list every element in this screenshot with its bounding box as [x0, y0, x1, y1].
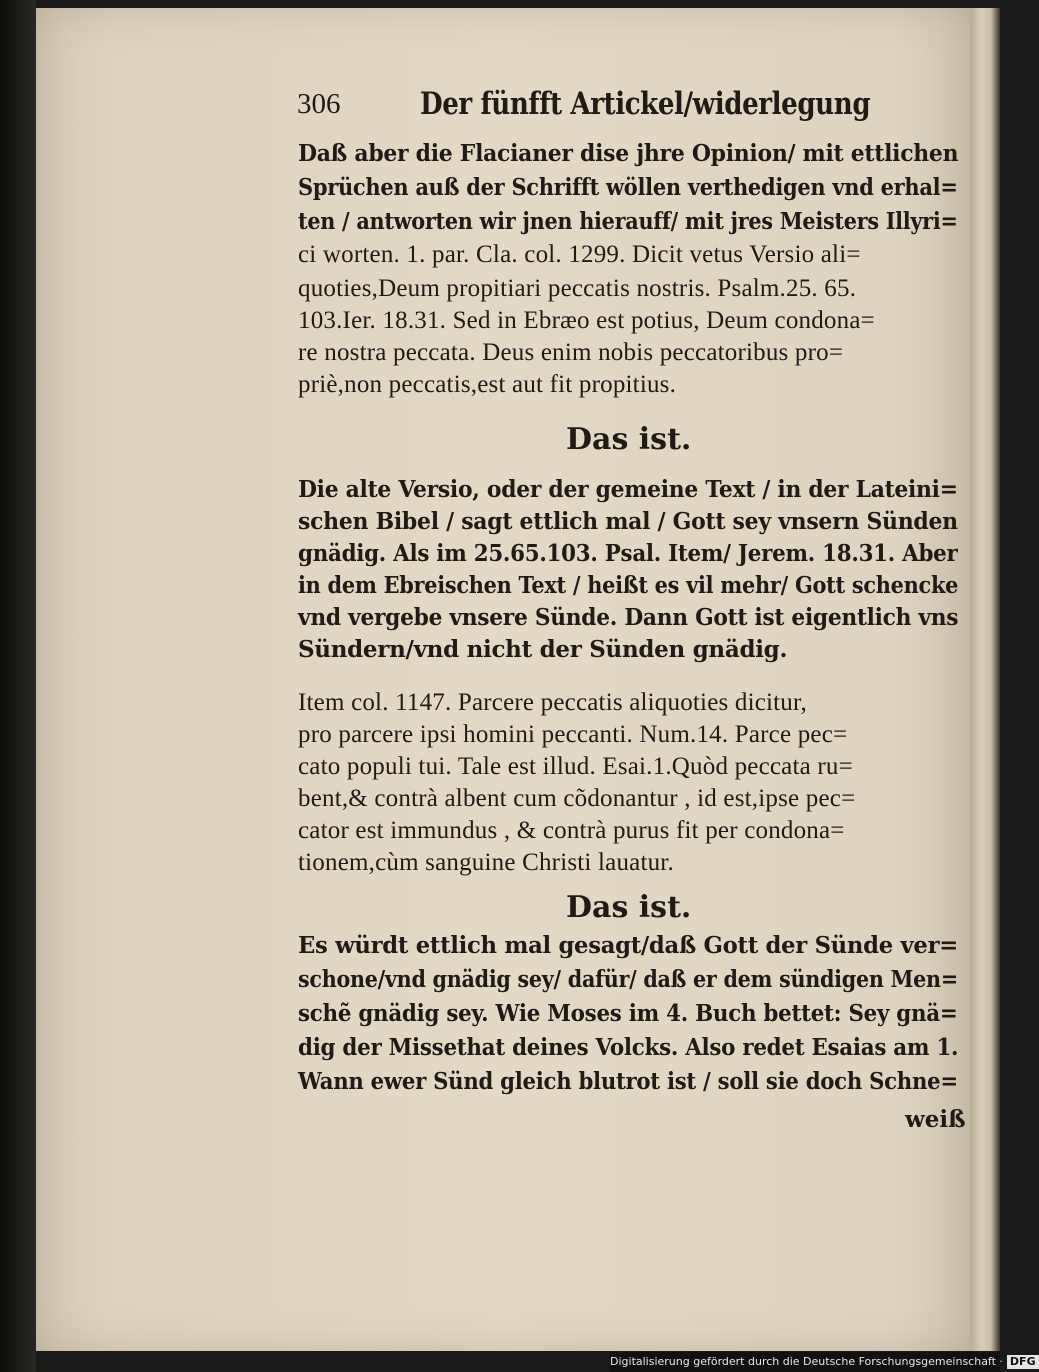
text-line: in dem Ebreischen Text / heißt es vil mehr/ Gott schencke [298, 572, 959, 599]
text-line: quoties,Deum propitiari peccatis nostris. Psalm.25. 65. [298, 275, 857, 302]
text-line: Die alte Versio, oder der gemeine Text / in der Lateini= [298, 476, 958, 503]
text-line: priè,non peccatis,est aut fit propitius. [298, 371, 677, 398]
text-line: schen Bibel / sagt ettlich mal / Gott sey vnsern Sünden [298, 508, 958, 535]
text-line: vnd vergebe vnsere Sünde. Dann Gott ist eigentlich vns [298, 604, 959, 631]
text-line: re nostra peccata. Deus enim nobis peccatoribus pro= [298, 339, 844, 366]
text-line: pro parcere ipsi homini peccanti. Num.14. Parce pec= [298, 721, 848, 748]
text-line: bent,& contrà albent cum cõdonantur , id est,ipse pec= [298, 785, 856, 812]
text-line: Daß aber die Flacianer dise jhre Opinion/ mit ettlichen [298, 140, 959, 167]
section-heading: Das ist. [566, 422, 692, 457]
text-line: Item col. 1147. Parcere peccatis aliquoties dicitur, [298, 689, 807, 716]
text-line: Wann ewer Sünd gleich blutrot ist / soll sie doch Schne= [298, 1068, 958, 1095]
text-line: gnädig. Als im 25.65.103. Psal. Item/ Jerem. 18.31. Aber [298, 540, 958, 567]
text-line: ci worten. 1. par. Cla. col. 1299. Dicit vetus Versio ali= [298, 241, 861, 268]
text-line: Sündern/vnd nicht der Sünden gnädig. [298, 636, 788, 663]
text-line: Es würdt ettlich mal gesagt/daß Gott der Sünde ver= [298, 932, 958, 959]
catchword: weiß [905, 1106, 966, 1133]
text-line: ten / antworten wir jnen hierauff/ mit jres Meisters Illyri= [298, 208, 958, 235]
text-line: cato populi tui. Tale est illud. Esai.1.Quòd peccata ru= [298, 753, 853, 780]
text-line: schone/vnd gnädig sey/ dafür/ daß er dem sündigen Men= [298, 966, 958, 993]
text-line: 103.Ier. 18.31. Sed in Ebræo est potius, Deum condona= [298, 307, 875, 334]
book-gutter-shadow [0, 0, 36, 1372]
page-number: 306 [297, 88, 341, 120]
footer-credit [610, 1352, 1036, 1372]
page-edge [970, 8, 1000, 1351]
text-line: tionem,cùm sanguine Christi lauatur. [298, 849, 674, 876]
running-title: Der fünfft Artickel/widerlegung [420, 86, 871, 122]
footer-text: Digitalisierung gefördert durch die Deutsche Forschungsgemeinschaft · [610, 1355, 1003, 1368]
dfg-logo: DFG [1007, 1355, 1039, 1369]
section-heading: Das ist. [566, 890, 692, 925]
text-line: dig der Missethat deines Volcks. Also redet Esaias am 1. [298, 1034, 959, 1061]
text-line: Sprüchen auß der Schrifft wöllen verthedigen vnd erhal= [298, 174, 958, 201]
text-line: schẽ gnädig sey. Wie Moses im 4. Buch bettet: Sey gnä= [298, 1000, 958, 1027]
text-line: cator est immundus , & contrà purus fit per condona= [298, 817, 845, 844]
